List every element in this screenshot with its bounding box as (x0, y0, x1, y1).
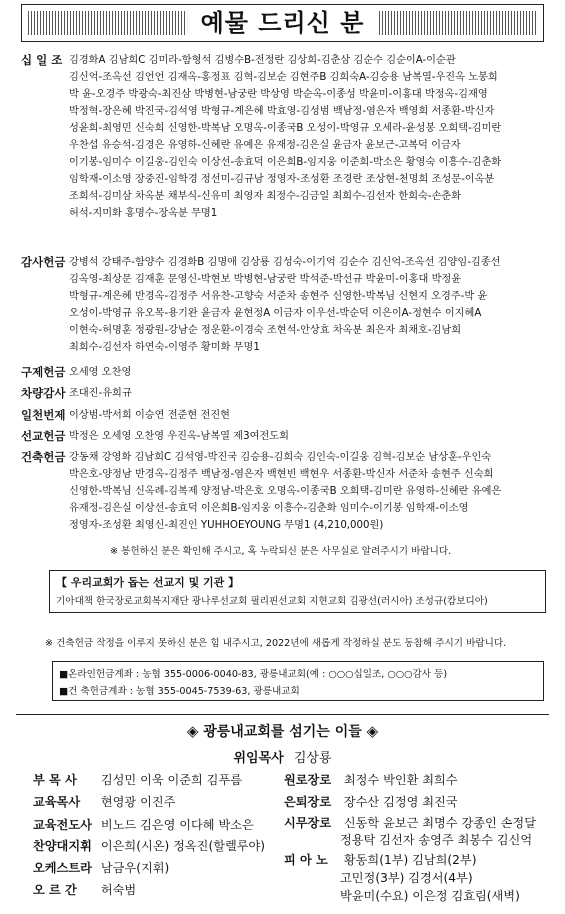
staff-row (33, 880, 136, 900)
name-line: 김옥영-최상문 김재훈 문영신-박현보 박병현-남궁란 박석준-박선규 박윤미-이홍대 박정윤 (69, 274, 462, 285)
name-line: 성윤희-최영민 신숙희 신영한-박복남 오명옥-이종국B 오성이-박영규 오세라-윤성봉 오희택-김미란 (69, 123, 502, 134)
name-line: 박 윤-오경주 박광숙-최진삼 박병현-남궁란 박상영 박순옥-이종성 박윤미-이홍대 박정옥-김재영 (69, 89, 488, 100)
name-line: 조대진-유희규 (69, 388, 132, 399)
notice-confirm: ※ 봉헌하신 분은 확인해 주시고, 혹 누락되신 분은 사무실로 알려주시기 바랍니다. (110, 546, 452, 557)
staff-row-cont (340, 868, 473, 888)
senior-pastor-label: 위임목사 (233, 751, 284, 766)
name-line: 강동채 강영화 김남희C 김석영-박진국 김승용-김희숙 김인숙-이길웅 김혁-김보순 남상훈-우인숙 (69, 452, 492, 463)
section-label: 감사헌금 (21, 255, 66, 269)
diamond-icon: ◈ (366, 722, 379, 740)
name-line: 이기봉-임미수 이길웅-김인숙 이상선-송효덕 이은희B-임지웅 이준희-박소은 황영숙 이흥수-김춘화 (69, 157, 502, 168)
section-names (69, 364, 551, 381)
name-line: 박은호-양정남 반경옥-김정주 백남정-염은자 백현빈 백현우 서종환-박신자 서준차 송현주 신숙희 (69, 469, 494, 480)
mission-box-text: 기아대책 한국장로교회복지재단 광나루선교회 필리핀선교회 지현교회 김광선(러시아) 조성규(캄보디아) (56, 596, 488, 607)
name-line: 유재정-김은실 이상선-송효덕 이은희B-임지웅 이흥수-김춘화 임미수-이기봉 임학재-이소영 (69, 503, 469, 514)
staff-names: 현영광 이진주 (100, 795, 176, 809)
staff-role: 시무장로 (284, 816, 332, 830)
name-line: 허석-지미화 홍명수-장옥분 무명1 (69, 208, 218, 219)
staff-names: 신동학 윤보근 최명수 강종인 손정달 (343, 816, 536, 830)
name-line: 오성이-박영규 유오목-용기완 윤금자 윤현정A 이금자 이우선-박순덕 이은이A-정현수 이지혜A (69, 308, 482, 319)
section-names (69, 428, 551, 445)
section-names (69, 254, 551, 356)
name-line: 오세영 오찬영 (69, 367, 132, 378)
staff-row (284, 792, 458, 812)
staff-names: 최정수 박인환 최희수 (343, 773, 458, 787)
name-line: 이상범-박서희 이승연 전준현 전진현 (69, 410, 231, 421)
name-line: 박형규-계은혜 반경옥-김정주 서유찬-고향숙 서준차 송현주 신영한-박복님 신현지 오경주-박 윤 (69, 291, 488, 302)
name-line: 이현숙-허명훈 정광원-강남순 정운환-이경숙 조현석-안상효 차옥분 최은자 최채호-김남희 (69, 325, 462, 336)
name-line: 김경화A 김남희C 김미라-함형석 김병수B-전정란 김상희-김춘삼 김순수 김순이A-이순관 (69, 55, 456, 66)
staff-role: 오케스트라 (33, 861, 92, 875)
staff-row (33, 815, 254, 835)
staff-role: 은퇴장로 (284, 795, 332, 809)
staff-role: 오 르 간 (33, 883, 77, 897)
section-names (69, 385, 551, 402)
staff-role: 부 목 사 (33, 773, 77, 787)
title-banner (21, 4, 544, 42)
staff-row (33, 770, 242, 790)
staff-row-cont (340, 830, 532, 850)
name-line: 신영한-박복님 신옥례-김복제 양정남-박은호 오명옥-이종국B 오희택-김미란 유영하-신혜란 유예은 (69, 486, 502, 497)
staff-title (0, 721, 565, 741)
account-building: ■건 축헌금계좌 : 농협 355-0045-7539-63, 광릉내교회 (59, 686, 300, 697)
staff-row (284, 770, 458, 790)
staff-role: 교육목사 (33, 795, 81, 809)
section-names (69, 52, 551, 222)
section-label: 건축헌금 (21, 450, 66, 464)
diamond-icon: ◈ (186, 722, 199, 740)
name-line: 최희수-김선자 하연숙-이영주 황미화 무명1 (69, 342, 260, 353)
senior-pastor (0, 747, 565, 766)
staff-row (33, 836, 265, 856)
staff-row (33, 858, 169, 878)
section-names (69, 407, 551, 424)
page-title: 예물 드리신 분 (187, 7, 379, 39)
name-line: 박정혁-장은혜 박진국-김석영 박형규-계은혜 박효영-김성범 백남정-염은자 백영희 서종환-박신자 (69, 106, 495, 117)
name-line: 김신억-조옥선 김언언 김재옥-홍정표 김혁-김보순 김현주B 김희숙A-김승용 남복열-우진옥 노봉희 (69, 72, 498, 83)
mission-box (49, 570, 546, 613)
section-label: 차량감사 (21, 386, 66, 400)
name-line: 임학재-이소영 장중진-임학경 정선미-김규남 정영자-조성환 조경란 조상현-천명희 조성문-이옥분 (69, 174, 495, 185)
staff-role: 찬양대지휘 (33, 839, 92, 853)
section-names (69, 449, 551, 534)
staff-role: 원로장로 (284, 773, 332, 787)
staff-names: 황동희(1부) 김남희(2부) (343, 853, 477, 867)
staff-row (284, 850, 476, 870)
staff-names: 박윤미(수요) 이은정 김효림(새벽) (340, 889, 520, 903)
staff-names: 고민정(3부) 김경서(4부) (340, 871, 473, 885)
staff-names: 비노드 김은영 이다혜 박소은 (100, 818, 254, 832)
staff-role: 교육전도사 (33, 818, 92, 832)
section-label: 일천번제 (21, 408, 66, 422)
staff-row (33, 792, 175, 812)
divider (16, 714, 549, 715)
section-label: 구제헌금 (21, 365, 66, 379)
section-label: 십 일 조 (21, 53, 63, 67)
account-box (52, 661, 544, 701)
staff-names: 이은희(시온) 정옥진(할렐루야) (100, 839, 266, 853)
notice-building-pledge: ※ 건축헌금 작정을 이루지 못하신 분은 힘 내주시고, 2022년에 새롭게 작정하실 분도 동참해 주시기 바랍니다. (45, 638, 507, 649)
staff-names: 허숙범 (100, 883, 137, 897)
staff-row-cont (340, 886, 520, 906)
name-line: 정영자-조성환 최영신-최진인 YUHHOEYOUNG 무명1 (4,210,000원) (69, 520, 384, 531)
staff-role: 피 아 노 (284, 853, 328, 867)
staff-names: 장수산 김정영 최진국 (343, 795, 458, 809)
name-line: 우찬섭 유승석-김경은 유영하-신혜란 유예은 유재정-김은실 윤금자 윤보근-고복덕 이금자 (69, 140, 461, 151)
section-label: 선교헌금 (21, 429, 66, 443)
senior-pastor-name: 김상룡 (293, 751, 332, 766)
staff-names: 남금우(지휘) (100, 861, 170, 875)
staff-names: 정용탁 김선자 송영주 최봉수 김신억 (340, 833, 533, 847)
mission-box-heading: 【 우리교회가 돕는 선교지 및 기관 】 (56, 576, 240, 589)
account-online: ■온라인헌금계좌 : 농협 355-0006-0040-83, 광릉내교회(예 : ○○○십일조, ○○○감사 등) (59, 669, 448, 680)
name-line: 강병석 강태주-함양수 김경화B 김명애 김상룡 김성숙-이기억 김순수 김신억-조옥선 김양임-김종선 (69, 257, 501, 268)
staff-title-text: 광릉내교회를 섬기는 이들 (203, 724, 362, 740)
staff-names: 김성민 이욱 이준희 김푸름 (100, 773, 243, 787)
name-line: 조희석-김미삼 차옥분 채부식-신유미 최영자 최정수-김금일 최희수-김선자 한희숙-손춘화 (69, 191, 462, 202)
name-line: 박정은 오세영 오찬영 우진옥-남복열 제3여전도회 (69, 431, 289, 442)
